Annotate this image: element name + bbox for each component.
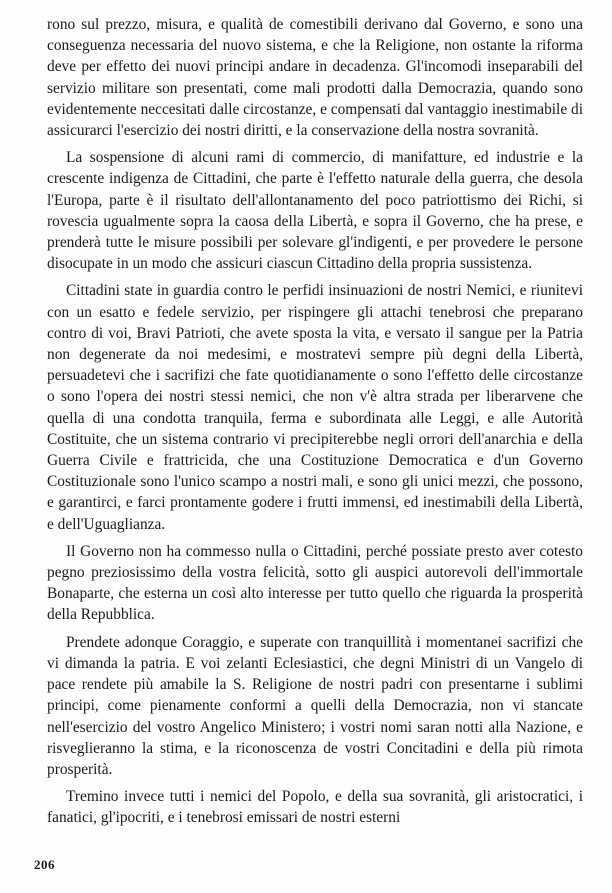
paragraph: Tremino invece tutti i nemici del Popolo, e della sua sovranità, gli aristocratici, i fanatici, gl'ipocriti, e i tenebrosi emissari de nostri esterni (47, 788, 583, 827)
paragraph-continuation: rono sul prezzo, misura, e qualità de comestibili derivano dal Governo, e sono una conseguenza necessaria del nuovo sistema, e che la Religione, non ostante la riforma deve per effetto dei nuovi principi andare in decadenza. Gl'incomodi inseparabili del servizio militare son presentati, come mali prodotti dalla Democrazia, quando sono evidentemente neccesitati dalle circostanze, e compensati dal vantaggio inestimabile di assicurarci l'esercizio dei nostri diritti, e la conservazione della nostra sovranità. (47, 16, 583, 140)
paragraph: La sospensione di alcuni rami di commercio, di manifatture, ed industrie e la crescente indigenza de Cittadini, che parte è l'effetto naturale della guerra, che desola l'Europa, parte è il risultato dell'allontanamento del poco patriottismo dei Richi, si rovescia ugualmente sopra la caosa della Libertà, e sopra il Governo, che ha prese, e prenderà tutte le misure possibili per solevare gl'indigenti, e per provedere le persone disocupate in un modo che assicuri ciascun Cittadino della propria sussistenza. (47, 149, 583, 273)
paragraph: Prendete adonque Coraggio, e superate con tranquillità i momentanei sacrifizi che vi dimanda la patria. E voi zelanti Eclesiastici, che degni Ministri di un Vangelo di pace rendete più amabile la S. Religione de nostri padri con presentarne i sublimi principi, come pienamente conformi a quelli della Democrazia, non vi stancate nell'esercizio del vostro Angelico Ministero; i vostri nomi saran notti alla Nazione, e risveglieranno la stima, e la riconoscenza de vostri Concitadini e della più rimota prosperità. (47, 633, 583, 778)
page-number: 206 (34, 857, 55, 872)
body-text (47, 14, 583, 829)
paragraph: Cittadini state in guardia contro le perfidi insinuazioni de nostri Nemici, e riunitevi con un esatto e fedele servizio, per rispingere gli attachi tenebrosi che preparano contro di voi, Bravi Patrioti, che avete sposta la vita, e versato il sangue per la Patria non degenerate da noi medesimi, e mostratevi sempre più degni della Libertà, persuadetevi che i sacrifizi che fate quotidianamente o sono l'effetto delle circostanze o sono l'opera dei nostri stessi nemici, che non v'è altra strada per liberarvene che quella di una condotta tranquila, ferma e subordinata alle Leggi, e alle Autorità Costituite, che un sistema contrario vi precipiterebbe negli orrori dell'anarchia e della Guerra Civile e frattricida, che una Costituzione Democratica e d'un Governo Costituzionale sono l'unico scampo a nostri mali, e sono gli unici mezzi, che possono, e garantirci, e farci prontamente godere i frutti immensi, ed inestimabili della Libertà, e dell'Uguaglianza. (47, 282, 583, 533)
paragraph: Il Governo non ha commesso nulla o Cittadini, perché possiate presto aver cotesto pegno preziosissimo della vostra felicità, sotto gli auspici autorevoli dell'immortale Bonaparte, che esterna un così alto interesse per tutto quello che riguarda la prosperità della Repubblica. (47, 542, 583, 624)
